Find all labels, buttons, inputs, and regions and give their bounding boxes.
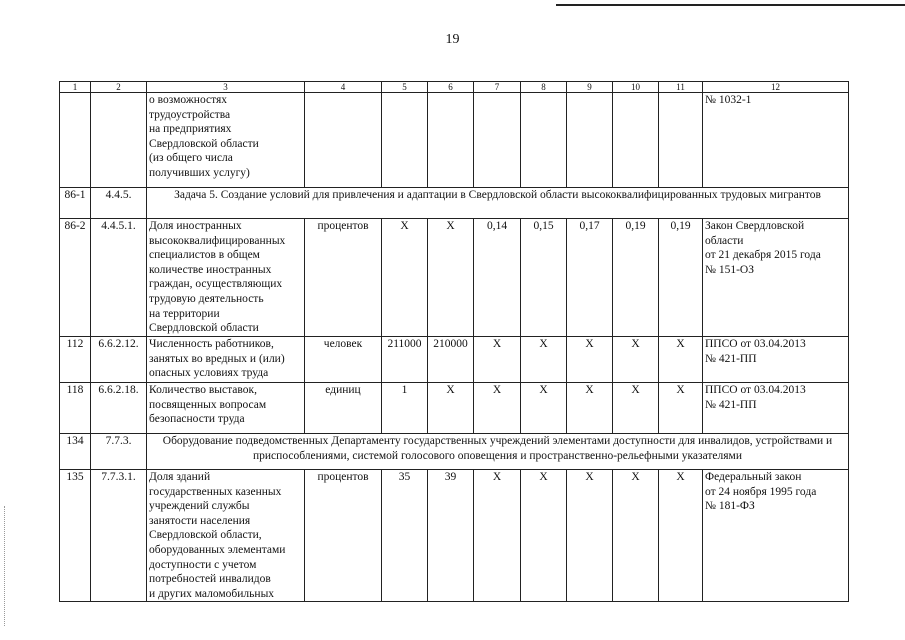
legal-basis-line: ППСО от 03.04.2013 — [705, 384, 806, 396]
column-number-row — [60, 82, 849, 93]
indicator-name-line: трудоустройства — [149, 108, 231, 121]
indicator-name-line: безопасности труда — [149, 413, 245, 426]
column-number-cell: 10 — [613, 82, 659, 93]
indicator-name-cell — [147, 383, 305, 434]
indicator-name-cell — [147, 470, 305, 602]
value-cell-v7 — [474, 93, 521, 188]
indicator-name-line: занятости населения — [149, 514, 251, 527]
column-number-cell: 1 — [60, 82, 91, 93]
column-number-cell: 11 — [659, 82, 703, 93]
value-cell-v10: Х — [613, 337, 659, 383]
indicator-name-line: количестве иностранных — [149, 263, 272, 276]
column-number-cell: 12 — [703, 82, 849, 93]
unit-cell: процентов — [305, 219, 382, 337]
legal-basis-cell — [703, 219, 849, 337]
legal-basis-line: № 421-ПП — [705, 398, 757, 411]
row-id-cell: 135 — [60, 470, 91, 602]
value-cell-v11: Х — [659, 470, 703, 602]
column-number-cell: 4 — [305, 82, 382, 93]
column-number-cell: 3 — [147, 82, 305, 93]
indicator-name-line: (из общего числа — [149, 152, 233, 165]
indicator-name-line: оборудованных элементами — [149, 543, 286, 556]
value-cell-v6 — [428, 93, 474, 188]
indicator-name-line: доступности с учетом — [149, 558, 257, 571]
indicator-row — [60, 93, 849, 188]
task-row — [60, 434, 849, 470]
value-cell-v10: 0,19 — [613, 219, 659, 337]
column-number-cell: 7 — [474, 82, 521, 93]
value-cell-v11 — [659, 93, 703, 188]
indicator-row — [60, 470, 849, 602]
indicator-name-cell — [147, 93, 305, 188]
scan-margin-mark — [4, 506, 6, 626]
value-cell-v10: Х — [613, 470, 659, 602]
value-cell-v6: 210000 — [428, 337, 474, 383]
row-code-cell: 7.7.3.1. — [91, 470, 147, 602]
indicator-row — [60, 383, 849, 434]
indicator-name-line: трудовую деятельность — [149, 292, 264, 305]
value-cell-v8: 0,15 — [521, 219, 567, 337]
row-id-cell: 134 — [60, 434, 91, 470]
value-cell-v9 — [567, 93, 613, 188]
value-cell-v7: Х — [474, 470, 521, 602]
value-cell-v5: 35 — [382, 470, 428, 602]
indicator-name-cell — [147, 219, 305, 337]
value-cell-v11: Х — [659, 383, 703, 434]
indicator-name-line: на территории — [149, 307, 220, 320]
indicator-name-line: занятых во вредных и (или) — [149, 352, 285, 365]
value-cell-v10: Х — [613, 383, 659, 434]
row-code-cell — [91, 93, 147, 188]
row-id-cell: 112 — [60, 337, 91, 383]
row-id-cell: 86-2 — [60, 219, 91, 337]
legal-basis-line: Федеральный закон — [705, 471, 802, 483]
value-cell-v5: Х — [382, 219, 428, 337]
column-number-cell: 8 — [521, 82, 567, 93]
indicator-name-line: Доля иностранных — [149, 220, 242, 232]
legal-basis-line: ППСО от 03.04.2013 — [705, 338, 806, 350]
row-code-cell: 7.7.3. — [91, 434, 147, 470]
value-cell-v7: Х — [474, 337, 521, 383]
indicators-table — [59, 81, 849, 602]
value-cell-v9: Х — [567, 383, 613, 434]
indicator-name-line: Количество выставок, — [149, 384, 257, 396]
value-cell-v8: Х — [521, 337, 567, 383]
value-cell-v8 — [521, 93, 567, 188]
legal-basis-line: № 151-ОЗ — [705, 263, 754, 276]
value-cell-v10 — [613, 93, 659, 188]
indicator-name-line: высококвалифицированных — [149, 234, 286, 247]
legal-basis-line: области — [705, 234, 744, 247]
legal-basis-cell — [703, 383, 849, 434]
row-id-cell: 118 — [60, 383, 91, 434]
value-cell-v9: 0,17 — [567, 219, 613, 337]
legal-basis-line: от 21 декабря 2015 года — [705, 249, 821, 262]
value-cell-v8: Х — [521, 470, 567, 602]
legal-basis-cell — [703, 470, 849, 602]
indicator-name-cell — [147, 337, 305, 383]
indicator-name-line: Свердловской области — [149, 322, 259, 335]
row-id-cell: 86-1 — [60, 188, 91, 219]
value-cell-v8: Х — [521, 383, 567, 434]
value-cell-v11: 0,19 — [659, 219, 703, 337]
row-code-cell: 4.4.5.1. — [91, 219, 147, 337]
value-cell-v7: Х — [474, 383, 521, 434]
unit-cell: процентов — [305, 470, 382, 602]
value-cell-v7: 0,14 — [474, 219, 521, 337]
value-cell-v6: 39 — [428, 470, 474, 602]
task-row — [60, 188, 849, 219]
value-cell-v9: Х — [567, 470, 613, 602]
row-code-cell: 4.4.5. — [91, 188, 147, 219]
row-code-cell: 6.6.2.18. — [91, 383, 147, 434]
indicator-row — [60, 337, 849, 383]
indicator-name-line: Численность работников, — [149, 338, 274, 350]
row-code-cell: 6.6.2.12. — [91, 337, 147, 383]
indicator-name-line: Свердловской области — [149, 137, 259, 150]
column-number-cell: 5 — [382, 82, 428, 93]
unit-cell — [305, 93, 382, 188]
indicator-name-line: и других маломобильных — [149, 587, 275, 600]
indicator-name-line: получивших услугу) — [149, 166, 250, 179]
indicator-name-line: государственных казенных — [149, 485, 282, 498]
task-description-cell: Задача 5. Создание условий для привлечения и адаптации в Свердловской области высококвалифицированных трудовых мигрантов — [147, 188, 849, 219]
indicator-name-line: на предприятиях — [149, 123, 232, 136]
indicator-name-line: Свердловской области, — [149, 529, 262, 542]
indicator-name-line: о возможностях — [149, 94, 228, 106]
value-cell-v11: Х — [659, 337, 703, 383]
indicator-name-line: специалистов в общем — [149, 249, 260, 262]
value-cell-v5 — [382, 93, 428, 188]
indicator-name-line: Доля зданий — [149, 471, 211, 483]
column-number-cell: 6 — [428, 82, 474, 93]
top-rule — [556, 4, 905, 6]
legal-basis-line: № 181-ФЗ — [705, 500, 755, 513]
indicator-name-line: учреждений службы — [149, 500, 250, 513]
indicator-row — [60, 219, 849, 337]
value-cell-v6: Х — [428, 219, 474, 337]
unit-cell: единиц — [305, 383, 382, 434]
row-id-cell — [60, 93, 91, 188]
indicator-name-line: посвященных вопросам — [149, 398, 267, 411]
legal-basis-line: Закон Свердловской — [705, 220, 805, 232]
indicator-name-line: потребностей инвалидов — [149, 573, 271, 586]
task-description-cell: Оборудование подведомственных Департаменту государственных учреждений элементами доступности для инвалидов, устройствами и приспособлениями, системой голосового оповещения и пространственно-рельефными указателями — [147, 434, 849, 470]
value-cell-v5: 1 — [382, 383, 428, 434]
legal-basis-cell — [703, 93, 849, 188]
column-number-cell: 2 — [91, 82, 147, 93]
legal-basis-cell — [703, 337, 849, 383]
value-cell-v5: 211000 — [382, 337, 428, 383]
indicator-name-line: опасных условиях труда — [149, 367, 269, 380]
page-number: 19 — [445, 32, 460, 47]
value-cell-v6: Х — [428, 383, 474, 434]
unit-cell: человек — [305, 337, 382, 383]
legal-basis-line: № 421-ПП — [705, 352, 757, 365]
legal-basis-line: № 1032-1 — [705, 94, 752, 106]
legal-basis-line: от 24 ноября 1995 года — [705, 485, 817, 498]
indicator-name-line: граждан, осуществляющих — [149, 278, 283, 291]
value-cell-v9: Х — [567, 337, 613, 383]
column-number-cell: 9 — [567, 82, 613, 93]
